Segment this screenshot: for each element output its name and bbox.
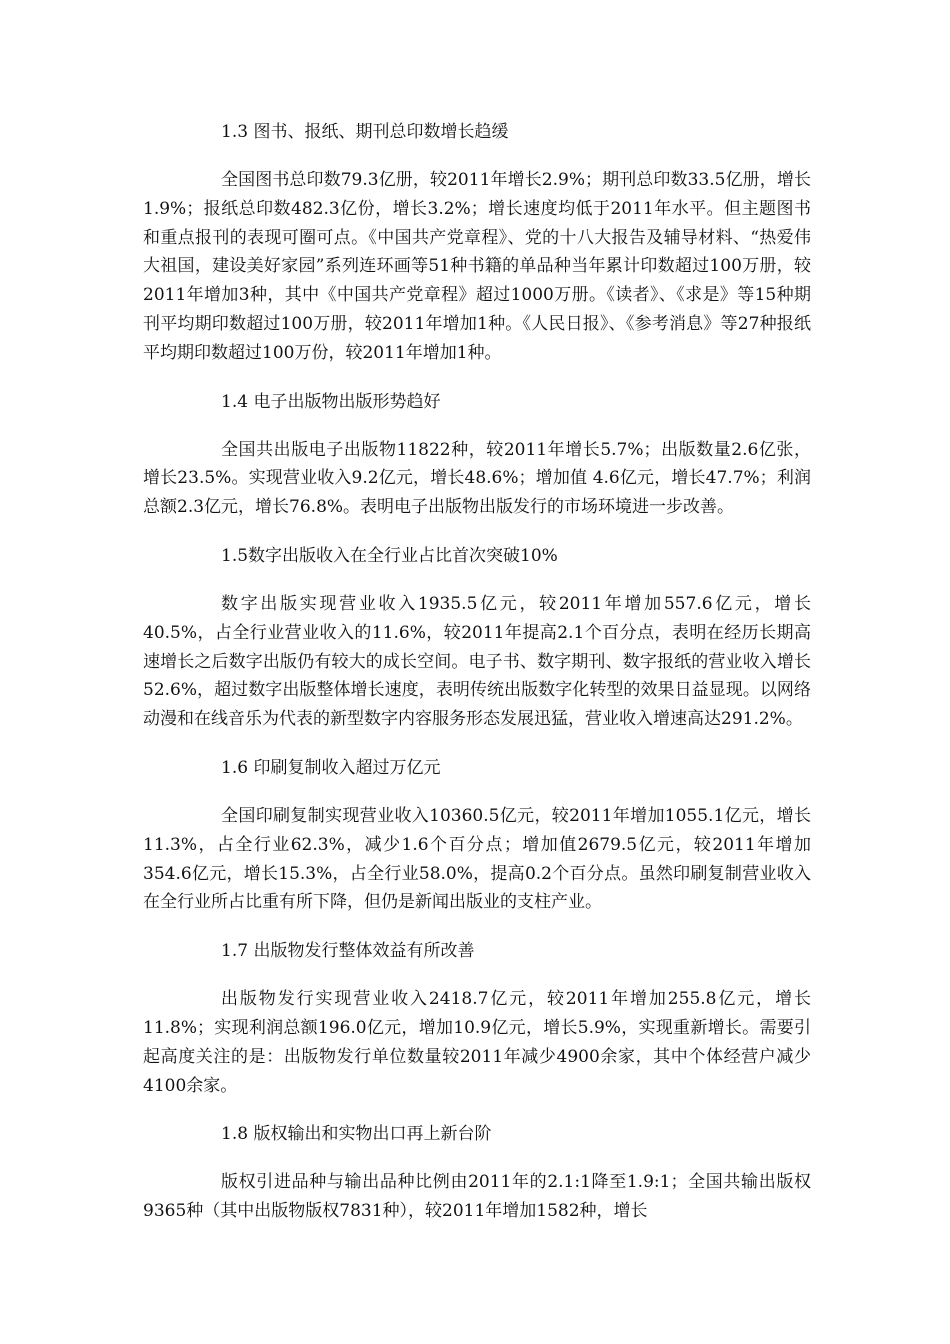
- section-paragraph: 版权引进品种与输出品种比例由2011年的2.1:1降至1.9:1；全国共输出版权9365种（其中出版物版权7831种），较2011年增加1582种，增长: [143, 1172, 811, 1222]
- section-paragraph: 出版物发行实现营业收入2418.7亿元，较2011年增加255.8亿元，增长11.8%；实现利润总额196.0亿元，增加10.9亿元，增长5.9%，实现重新增长。需要引起高度关注的是：出版物发行单位数量较2011年减少4900余家，其中个体经营户减少4100余家。: [143, 989, 811, 1096]
- section-paragraph: 全国图书总印数79.3亿册，较2011年增长2.9%；期刊总印数33.5亿册，增长1.9%；报纸总印数482.3亿份，增长3.2%；增长速度均低于2011年水平。但主题图书和重点报刊的表现可圈可点。《中国共产党章程》、党的十八大报告及辅导材料、“热爱伟大祖国，建设美好家园”系列连环画等51种书籍的单品种当年累计印数超过100万册，较2011年增加3种，其中《中国共产党章程》超过1000万册。《读者》、《求是》等15种期刊平均期印数超过100万册，较2011年增加1种。《人民日报》、《参考消息》等27种报纸平均期印数超过100万份，较2011年增加1种。: [143, 170, 811, 363]
- document-page: [143, 118, 811, 1246]
- section-heading: 1.4 电子出版物出版形势趋好: [221, 391, 441, 412]
- section-1-5: [143, 542, 811, 734]
- section-heading: 1.8 版权输出和实物出口再上新台阶: [221, 1124, 492, 1145]
- section-1-7: [143, 937, 811, 1100]
- section-1-8: [143, 1120, 811, 1226]
- section-paragraph: 全国印刷复制实现营业收入10360.5亿元，较2011年增加1055.1亿元，增长11.3%，占全行业62.3%，减少1.6个百分点；增加值2679.5亿元，较2011年增加354.6亿元，增长15.3%，占全行业58.0%，提高0.2个百分点。虽然印刷复制营业收入在全行业所占比重有所下降，但仍是新闻出版业的支柱产业。: [143, 805, 811, 913]
- section-heading: 1.3 图书、报纸、期刊总印数增长趋缓: [221, 122, 509, 142]
- section-paragraph: 全国共出版电子出版物11822种，较2011年增长5.7%；出版数量2.6亿张，增长23.5%。实现营业收入9.2亿元，增长48.6%；增加值 4.6亿元，增长47.7%；利润总额2.3亿元，增长76.8%。表明电子出版物出版发行的市场环境进一步改善。: [143, 439, 811, 518]
- section-paragraph: 数字出版实现营业收入1935.5亿元，较2011年增加557.6亿元，增长40.5%，占全行业营业收入的11.6%，较2011年提高2.1个百分点，表明在经历长期高速增长之后数字出版仍有较大的成长空间。电子书、数字期刊、数字报纸的营业收入增长52.6%，超过数字出版整体增长速度，表明传统出版数字化转型的效果日益显现。以网络动漫和在线音乐为代表的新型数字内容服务形态发展迅猛，营业收入增速高达291.2%。: [143, 593, 811, 730]
- section-heading: 1.5数字出版收入在全行业占比首次突破10%: [221, 545, 558, 566]
- section-1-6: [143, 754, 811, 917]
- section-heading: 1.6 印刷复制收入超过万亿元: [221, 757, 441, 778]
- section-1-4: [143, 388, 811, 522]
- section-1-3: [143, 118, 811, 368]
- section-heading: 1.7 出版物发行整体效益有所改善: [221, 941, 475, 962]
